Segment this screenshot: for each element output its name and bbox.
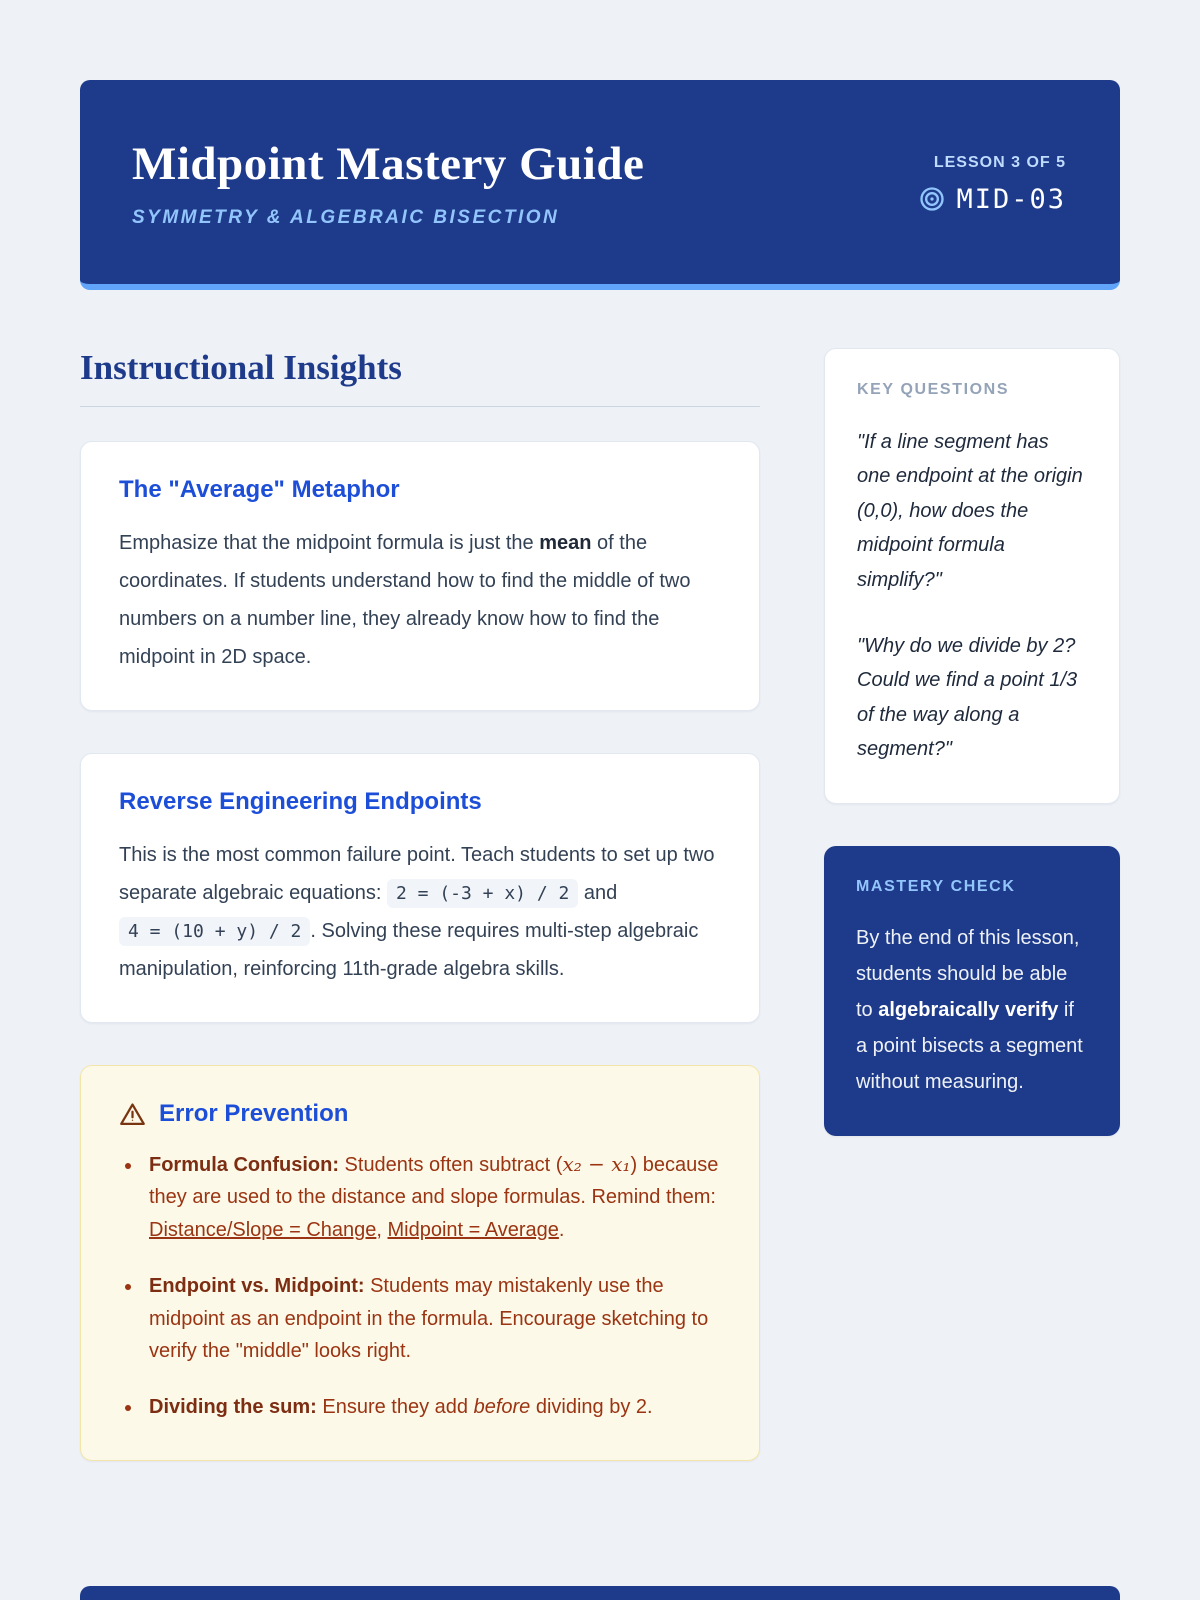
bullet-label: Dividing the sum: (149, 1396, 317, 1419)
bullet-text: Ensure they add (316, 1396, 474, 1419)
body-text: By the end of this lesson, students should be able to (856, 926, 1080, 1021)
content-grid (80, 348, 1120, 1461)
math-expression: x₂ − x₁ (562, 1152, 631, 1176)
section-title: Instructional Insights (80, 348, 760, 407)
main-column (80, 348, 760, 1461)
body-bold: mean (539, 532, 592, 554)
bullet-label: Endpoint vs. Midpoint: (149, 1275, 365, 1298)
error-prevention-card (80, 1065, 760, 1461)
bullet-text: , (376, 1218, 388, 1241)
key-questions-heading: KEY QUESTIONS (857, 381, 1010, 398)
mastery-check-card (824, 846, 1120, 1136)
warning-card-title (119, 1100, 721, 1128)
insight-card-average-metaphor (80, 441, 760, 711)
body-bold: algebraically verify (878, 998, 1059, 1021)
error-bullet-list (119, 1148, 721, 1424)
body-text: This is the most common failure point. Teach students to set up two separate algebraic equations: (119, 844, 715, 904)
card-body (119, 836, 721, 988)
warning-title-text: Error Prevention (159, 1100, 349, 1127)
header-banner (80, 80, 1120, 290)
header-title-group (132, 139, 644, 229)
card-title: Reverse Engineering Endpoints (119, 788, 482, 815)
page-title: Midpoint Mastery Guide (132, 138, 645, 191)
body-text: Emphasize that the midpoint formula is just the (119, 532, 540, 554)
footer-bar (80, 1586, 1120, 1600)
equation-code-x: 2 = (-3 + x) / 2 (387, 879, 578, 908)
bullet-emphasis: before (473, 1396, 531, 1419)
page (80, 0, 1120, 1461)
body-text: and (578, 882, 618, 904)
body-text: . Solving these requires multi-step algebraic manipulation, reinforcing 11th-grade algebra skills. (119, 920, 699, 980)
key-question-quote-1: "If a line segment has one endpoint at the origin (0,0), how does the midpoint formula simplify?" (857, 431, 1083, 591)
warning-icon (119, 1101, 146, 1128)
bullet-text: Students may mistakenly use the midpoint as an endpoint in the formula. Encourage sketching to verify the "middle" looks right. (149, 1275, 709, 1362)
body-text: if a point bisects a segment without measuring. (856, 998, 1083, 1093)
card-body (119, 524, 721, 676)
bullet-text: dividing by 2. (530, 1396, 653, 1419)
key-questions-card (824, 348, 1120, 804)
mastery-check-heading: MASTERY CHECK (856, 877, 1016, 895)
bullet-formula-confusion (143, 1148, 721, 1246)
insight-card-reverse-engineering (80, 753, 760, 1023)
key-question-quote-2: "Why do we divide by 2? Could we find a point 1/3 of the way along a segment?" (857, 634, 1078, 761)
body-text: of the coordinates. If students understand how to find the middle of two numbers on a number line, they already know how to find the midpoint in 2D space. (119, 532, 691, 668)
bullet-text: Students often subtract ( (338, 1154, 563, 1176)
lesson-code: MID-03 (956, 183, 1066, 215)
target-icon (918, 185, 946, 213)
bullet-endpoint-vs-midpoint (143, 1270, 721, 1367)
page-subtitle: SYMMETRY & ALGEBRAIC BISECTION (132, 206, 560, 228)
sidebar (824, 348, 1120, 1136)
mastery-check-body (856, 920, 1088, 1100)
lesson-meta (918, 154, 1066, 215)
equation-code-y: 4 = (10 + y) / 2 (119, 917, 310, 946)
link-midpoint-average[interactable]: Midpoint = Average (387, 1218, 559, 1241)
link-distance-slope-change[interactable]: Distance/Slope = Change (149, 1218, 377, 1241)
card-title: The "Average" Metaphor (119, 476, 400, 503)
bullet-label: Formula Confusion: (149, 1154, 339, 1176)
lesson-code-row (918, 184, 1066, 215)
bullet-text: . (558, 1218, 565, 1241)
lesson-progress-label: LESSON 3 OF 5 (933, 153, 1066, 171)
bullet-text: ) because they are used to the distance and slope formulas. Remind them: (149, 1154, 719, 1209)
bullet-dividing-the-sum (143, 1391, 721, 1423)
